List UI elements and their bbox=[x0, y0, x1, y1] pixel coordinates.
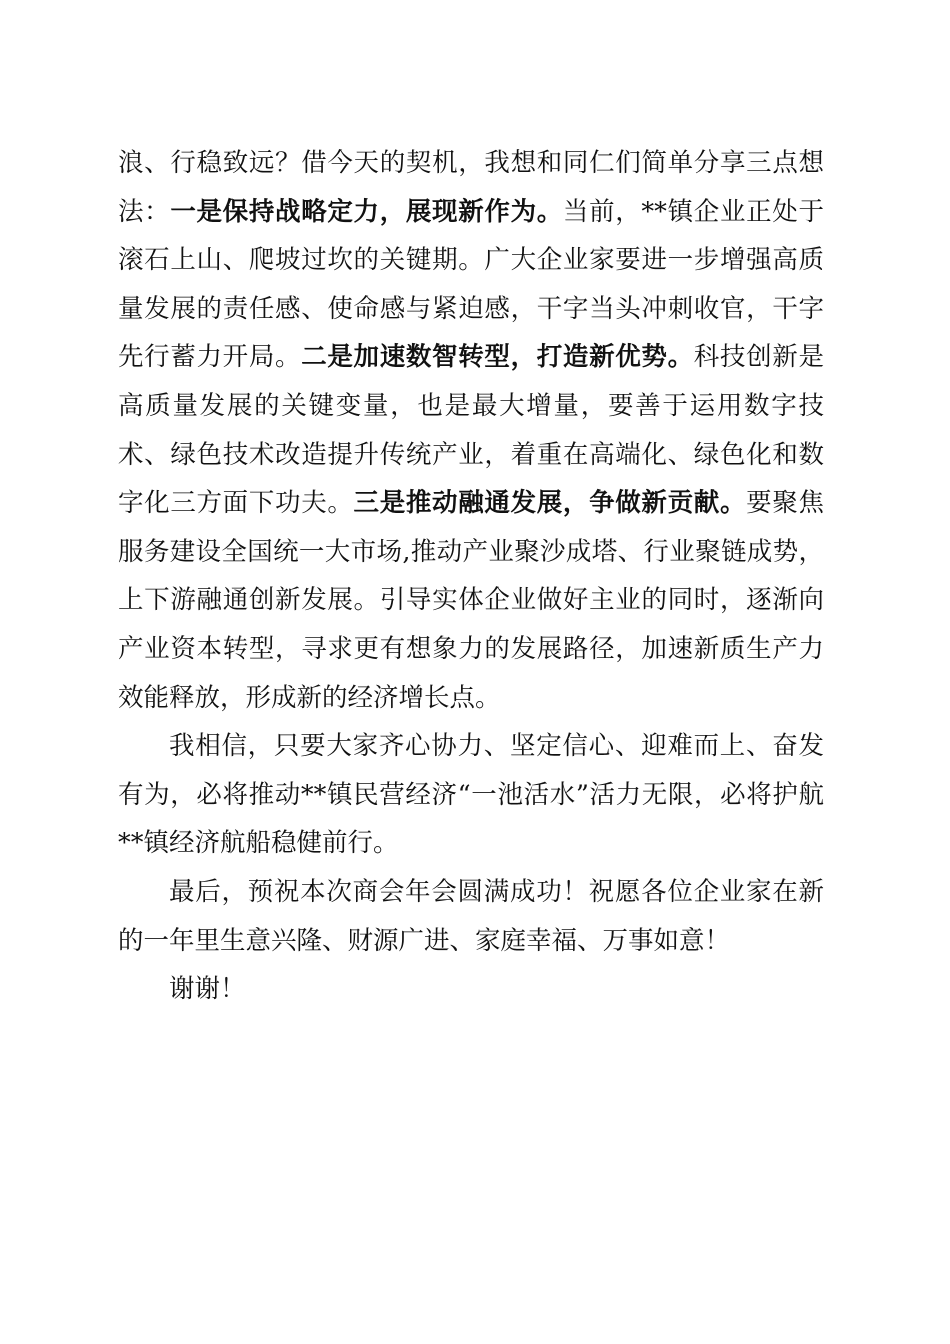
paragraph-wishes bbox=[118, 868, 824, 965]
paragraph-text: 当前，**镇企业正处于滚石上山、爬坡过坎的关键期。广大企业家要进一步增强高质量发展的责任感、使命感与紧迫感，干字当头冲刺收官，干字先行蓄力开局。 bbox=[118, 196, 824, 373]
point-one-heading: 一是保持战略定力，展现新作为。 bbox=[170, 196, 563, 227]
paragraph-text: 科技创新是高质量发展的关键变量，也是最大增量，要善于运用数字技术、绿色技术改造提升传统产业，着重在高端化、绿色化和数字化三方面下功夫。 bbox=[118, 342, 824, 519]
point-three-heading: 三是推动融通发展，争做新贡献。 bbox=[353, 488, 747, 519]
point-two-heading: 二是加速数智转型，打造新优势。 bbox=[301, 342, 694, 373]
paragraph-three-points bbox=[118, 139, 824, 722]
paragraph-text: 浪、行稳致远？借今天的契机，我想和同仁们简单分享三点想法： bbox=[118, 148, 824, 227]
paragraph-thanks bbox=[118, 965, 824, 1014]
paragraph-text: 最后，预祝本次商会年会圆满成功！祝愿各位企业家在新的一年里生意兴隆、财源广进、家庭幸福、万事如意！ bbox=[118, 876, 824, 956]
document-page bbox=[118, 139, 824, 1014]
paragraph-text: 我相信，只要大家齐心协力、坚定信心、迎难而上、奋发有为，必将推动**镇民营经济“一池活水”活力无限，必将护航**镇经济航船稳健前行。 bbox=[118, 731, 824, 859]
paragraph-confidence bbox=[118, 722, 824, 868]
paragraph-text: 要聚焦服务建设全国统一大市场,推动产业聚沙成塔、行业聚链成势，上下游融通创新发展。引导实体企业做好主业的同时，逐渐向产业资本转型，寻求更有想象力的发展路径，加速新质生产力效能释放，形成新的经济增长点。 bbox=[118, 488, 824, 713]
paragraph-text: 谢谢！ bbox=[169, 974, 246, 1005]
